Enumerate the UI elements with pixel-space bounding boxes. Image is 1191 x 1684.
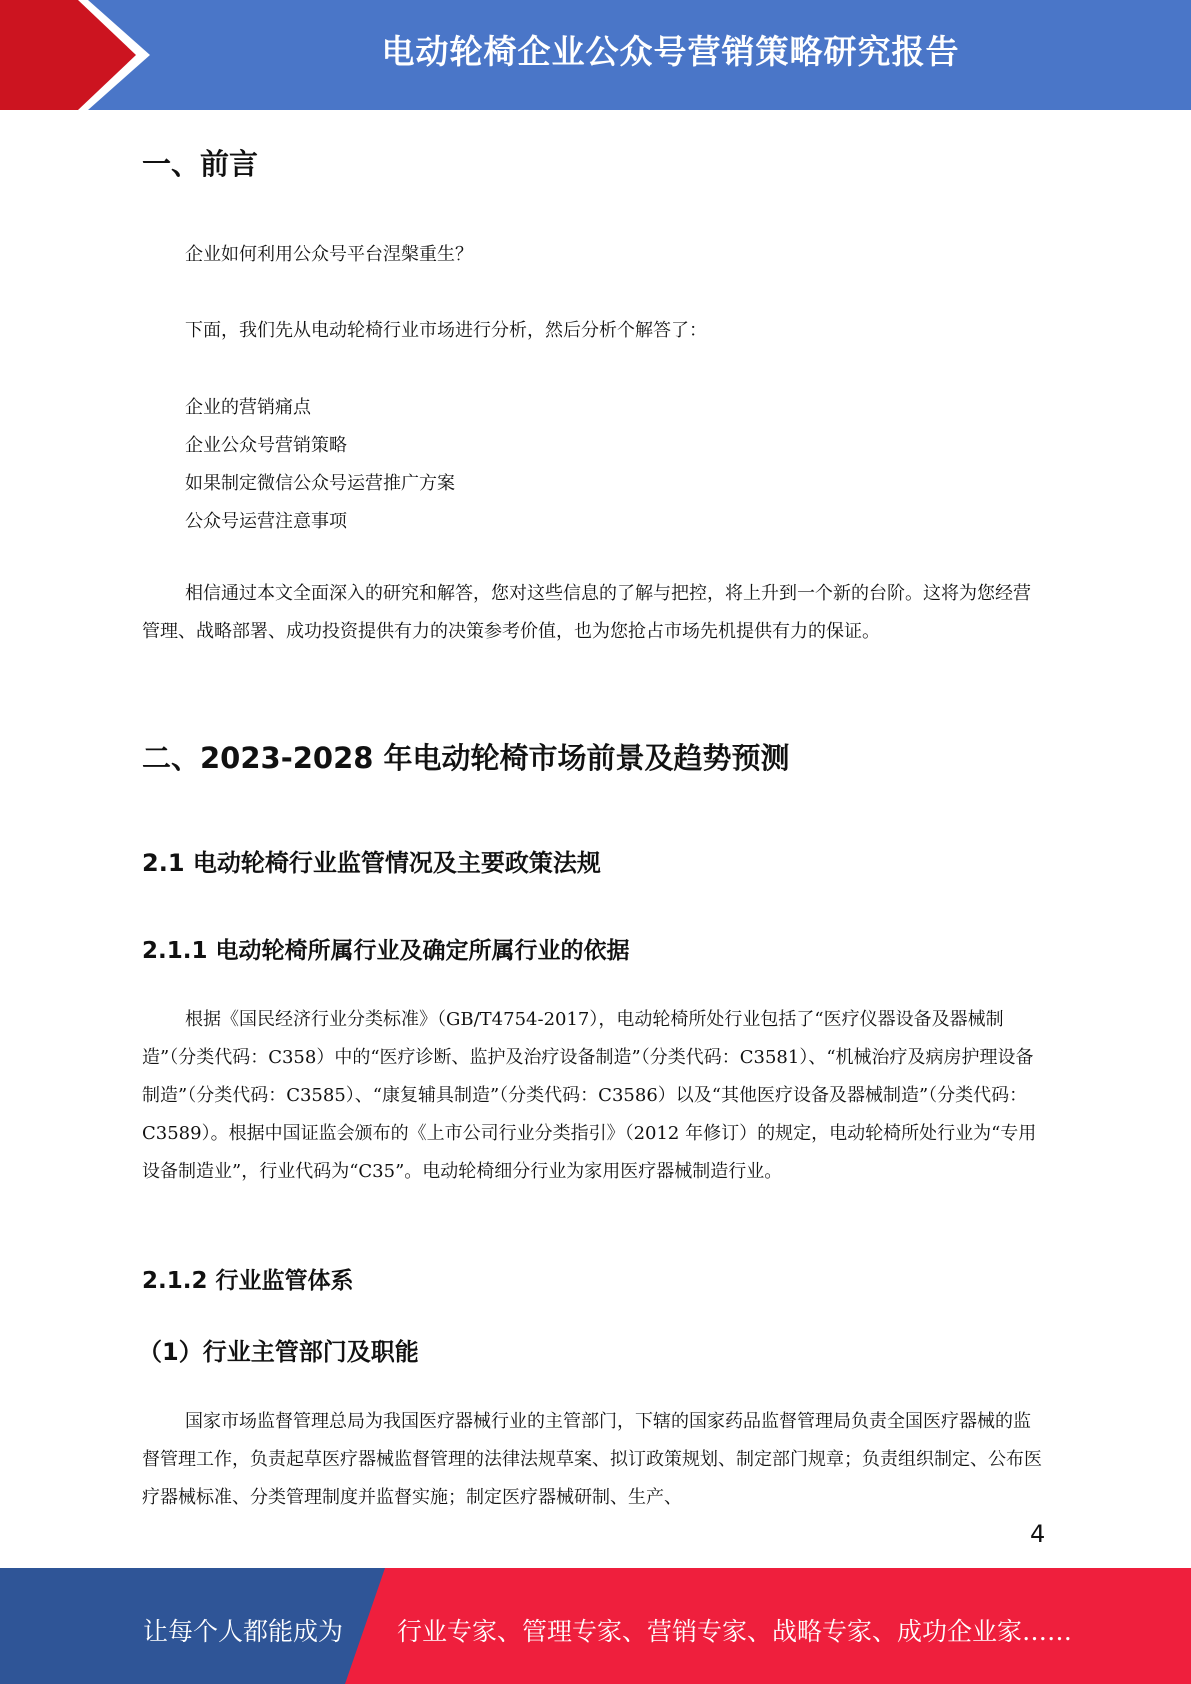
page-number: 4 — [1030, 1520, 1046, 1548]
section-heading-market-outlook: 二、2023-2028 年电动轮椅市场前景及趋势预测 — [142, 741, 790, 775]
footer-slogan-left: 让每个人都能成为 — [143, 1617, 344, 1646]
preface-intro: 下面，我们先从电动轮椅行业市场进行分析，然后分析个解答了： — [185, 320, 707, 341]
page-footer — [0, 1568, 1191, 1684]
list-item: 企业公众号营销策略 — [185, 435, 347, 456]
list-item: 如果制定微信公众号运营推广方案 — [185, 473, 455, 494]
section-heading-preface: 一、前言 — [142, 147, 259, 181]
preface-question: 企业如何利用公众号平台涅槃重生？ — [185, 244, 473, 265]
list-item: 企业的营销痛点 — [185, 397, 311, 418]
report-title: 电动轮椅企业公众号营销策略研究报告 — [381, 32, 960, 71]
paragraph-industry-classification: 根据《国民经济行业分类标准》（GB/T4754-2017），电动轮椅所处行业包括了“医疗仪器设备及器械制造”（分类代码：C358）中的“医疗诊断、监护及治疗设备制造”（分类代码：C3581）、“机械治疗及病房护理设备制造”（分类代码：C3585）、“康复辅具制造”（分类代码：C3586）以及“其他医疗设备及器械制造”（分类代码：C3589）。根据中国证监会颁布的《上市公司行业分类指引》（2012 年修订）的规定，电动轮椅所处行业为“专用设备制造业”，行业代码为“C35”。电动轮椅细分行业为家用医疗器械制造行业。 — [142, 1009, 1037, 1182]
subsection-heading-2-1: 2.1 电动轮椅行业监管情况及主要政策法规 — [142, 849, 601, 877]
page-header — [0, 0, 1191, 110]
list-item: 公众号运营注意事项 — [185, 511, 347, 532]
paragraph-regulator: 国家市场监督管理总局为我国医疗器械行业的主管部门，下辖的国家药品监督管理局负责全国医疗器械的监督管理工作，负责起草医疗器械监督管理的法律法规草案、拟订政策规划、制定部门规章；负责组织制定、公布医疗器械标准、分类管理制度并监督实施；制定医疗器械研制、生产、 — [142, 1411, 1042, 1508]
footer-slogan-right: 行业专家、管理专家、营销专家、战略专家、成功企业家…… — [397, 1617, 1073, 1646]
subsection-heading-2-1-1: 2.1.1 电动轮椅所属行业及确定所属行业的依据 — [142, 938, 630, 964]
subsection-heading-2-1-2: 2.1.2 行业监管体系 — [142, 1268, 354, 1294]
subsection-heading-regulator: （1）行业主管部门及职能 — [138, 1338, 419, 1366]
preface-conclusion: 相信通过本文全面深入的研究和解答，您对这些信息的了解与把控，将上升到一个新的台阶。这将为您经营管理、战略部署、成功投资提供有力的决策参考价值，也为您抢占市场先机提供有力的保证。 — [142, 583, 1031, 642]
